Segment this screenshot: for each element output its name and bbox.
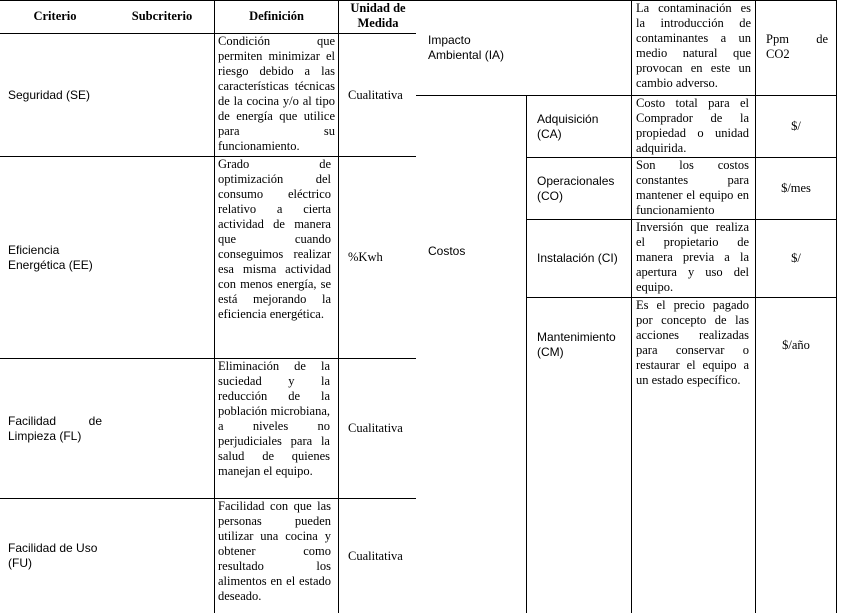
unidad-uso: Cualitativa (348, 548, 403, 563)
rule-right-def (631, 0, 632, 613)
definicion-mantenimiento: Es el precio pagado por concepto de las acciones realizadas para conservar o restaurar el equipo a un estado específico. (636, 298, 749, 387)
subcriterio-instalacion: Instalación (CI) (537, 251, 618, 265)
header-definicion: Definición (249, 9, 304, 23)
rule-right-sub (526, 95, 527, 613)
subcriterio-adquisicion: Adquisición (CA) (537, 111, 599, 141)
rule-col-unidad (338, 0, 339, 613)
criterio-eficiencia: Eficiencia Energética (EE) (8, 242, 93, 272)
unidad-adquisicion: $/ (791, 119, 801, 133)
definicion-adquisicion: Costo total para el Comprador de la propiedad o unidad adquirida. (636, 96, 749, 155)
criterio-limpieza: Facilidad de Limpieza (FL) (8, 413, 102, 443)
definicion-impacto: La contaminación es la introducción de contaminantes a un medio natural que provocan en este un cambio adverso. (636, 1, 751, 90)
header-subcriterio: Subcriterio (131, 9, 193, 23)
definicion-operacionales: Son los costos constantes para mantener el equipo en funcionamiento (636, 158, 749, 217)
definicion-instalacion: Inversión que realiza el propietario de manera previa a la apertura y uso del equipo. (636, 220, 749, 294)
unidad-eficiencia: %Kwh (348, 250, 383, 264)
criterio-impacto: Impacto Ambiental (IA) (428, 33, 505, 62)
header-criterio: Criterio (33, 9, 77, 23)
unidad-limpieza: Cualitativa (348, 421, 403, 435)
rule-right-edge (836, 0, 837, 613)
criterio-costos: Costos (428, 243, 466, 258)
rule-col-definicion (214, 0, 215, 613)
definicion-seguridad: Condición que permiten minimizar el riesgo debido a las características técnicas de la cocina y/o al tipo de energía que utilice para su funcionamiento. (218, 34, 335, 153)
criterio-uso: Facilidad de Uso (FU) (8, 541, 98, 570)
unidad-mantenimiento: $/año (782, 337, 810, 352)
unidad-seguridad: Cualitativa (348, 87, 403, 102)
definicion-limpieza: Eliminación de la suciedad y la reducción de la población microbiana, a niveles no perjudiciales para la salud de quienes manejan el equipo. (218, 359, 330, 478)
subcriterio-mantenimiento: Mantenimiento (CM) (537, 330, 616, 359)
header-unidad: Unidad de Medida (350, 1, 406, 30)
unidad-instalacion: $/ (791, 251, 801, 265)
definicion-uso: Facilidad con que las personas pueden utilizar una cocina y obtener como resultado los alimentos en el estado deseado. (218, 499, 331, 603)
definicion-eficiencia: Grado de optimización del consumo eléctrico relativo a cierta actividad de manera que cuando conseguimos realizar esa misma actividad con menos energía, se está mejorando la eficiencia energética. (218, 157, 331, 321)
subcriterio-operacionales: Operacionales (CO) (537, 173, 615, 203)
rule-right-unit (755, 0, 756, 613)
criterio-seguridad: Seguridad (SE) (8, 87, 91, 102)
unidad-operacionales: $/mes (781, 181, 811, 195)
unidad-impacto: Ppm de CO2 (766, 32, 828, 61)
